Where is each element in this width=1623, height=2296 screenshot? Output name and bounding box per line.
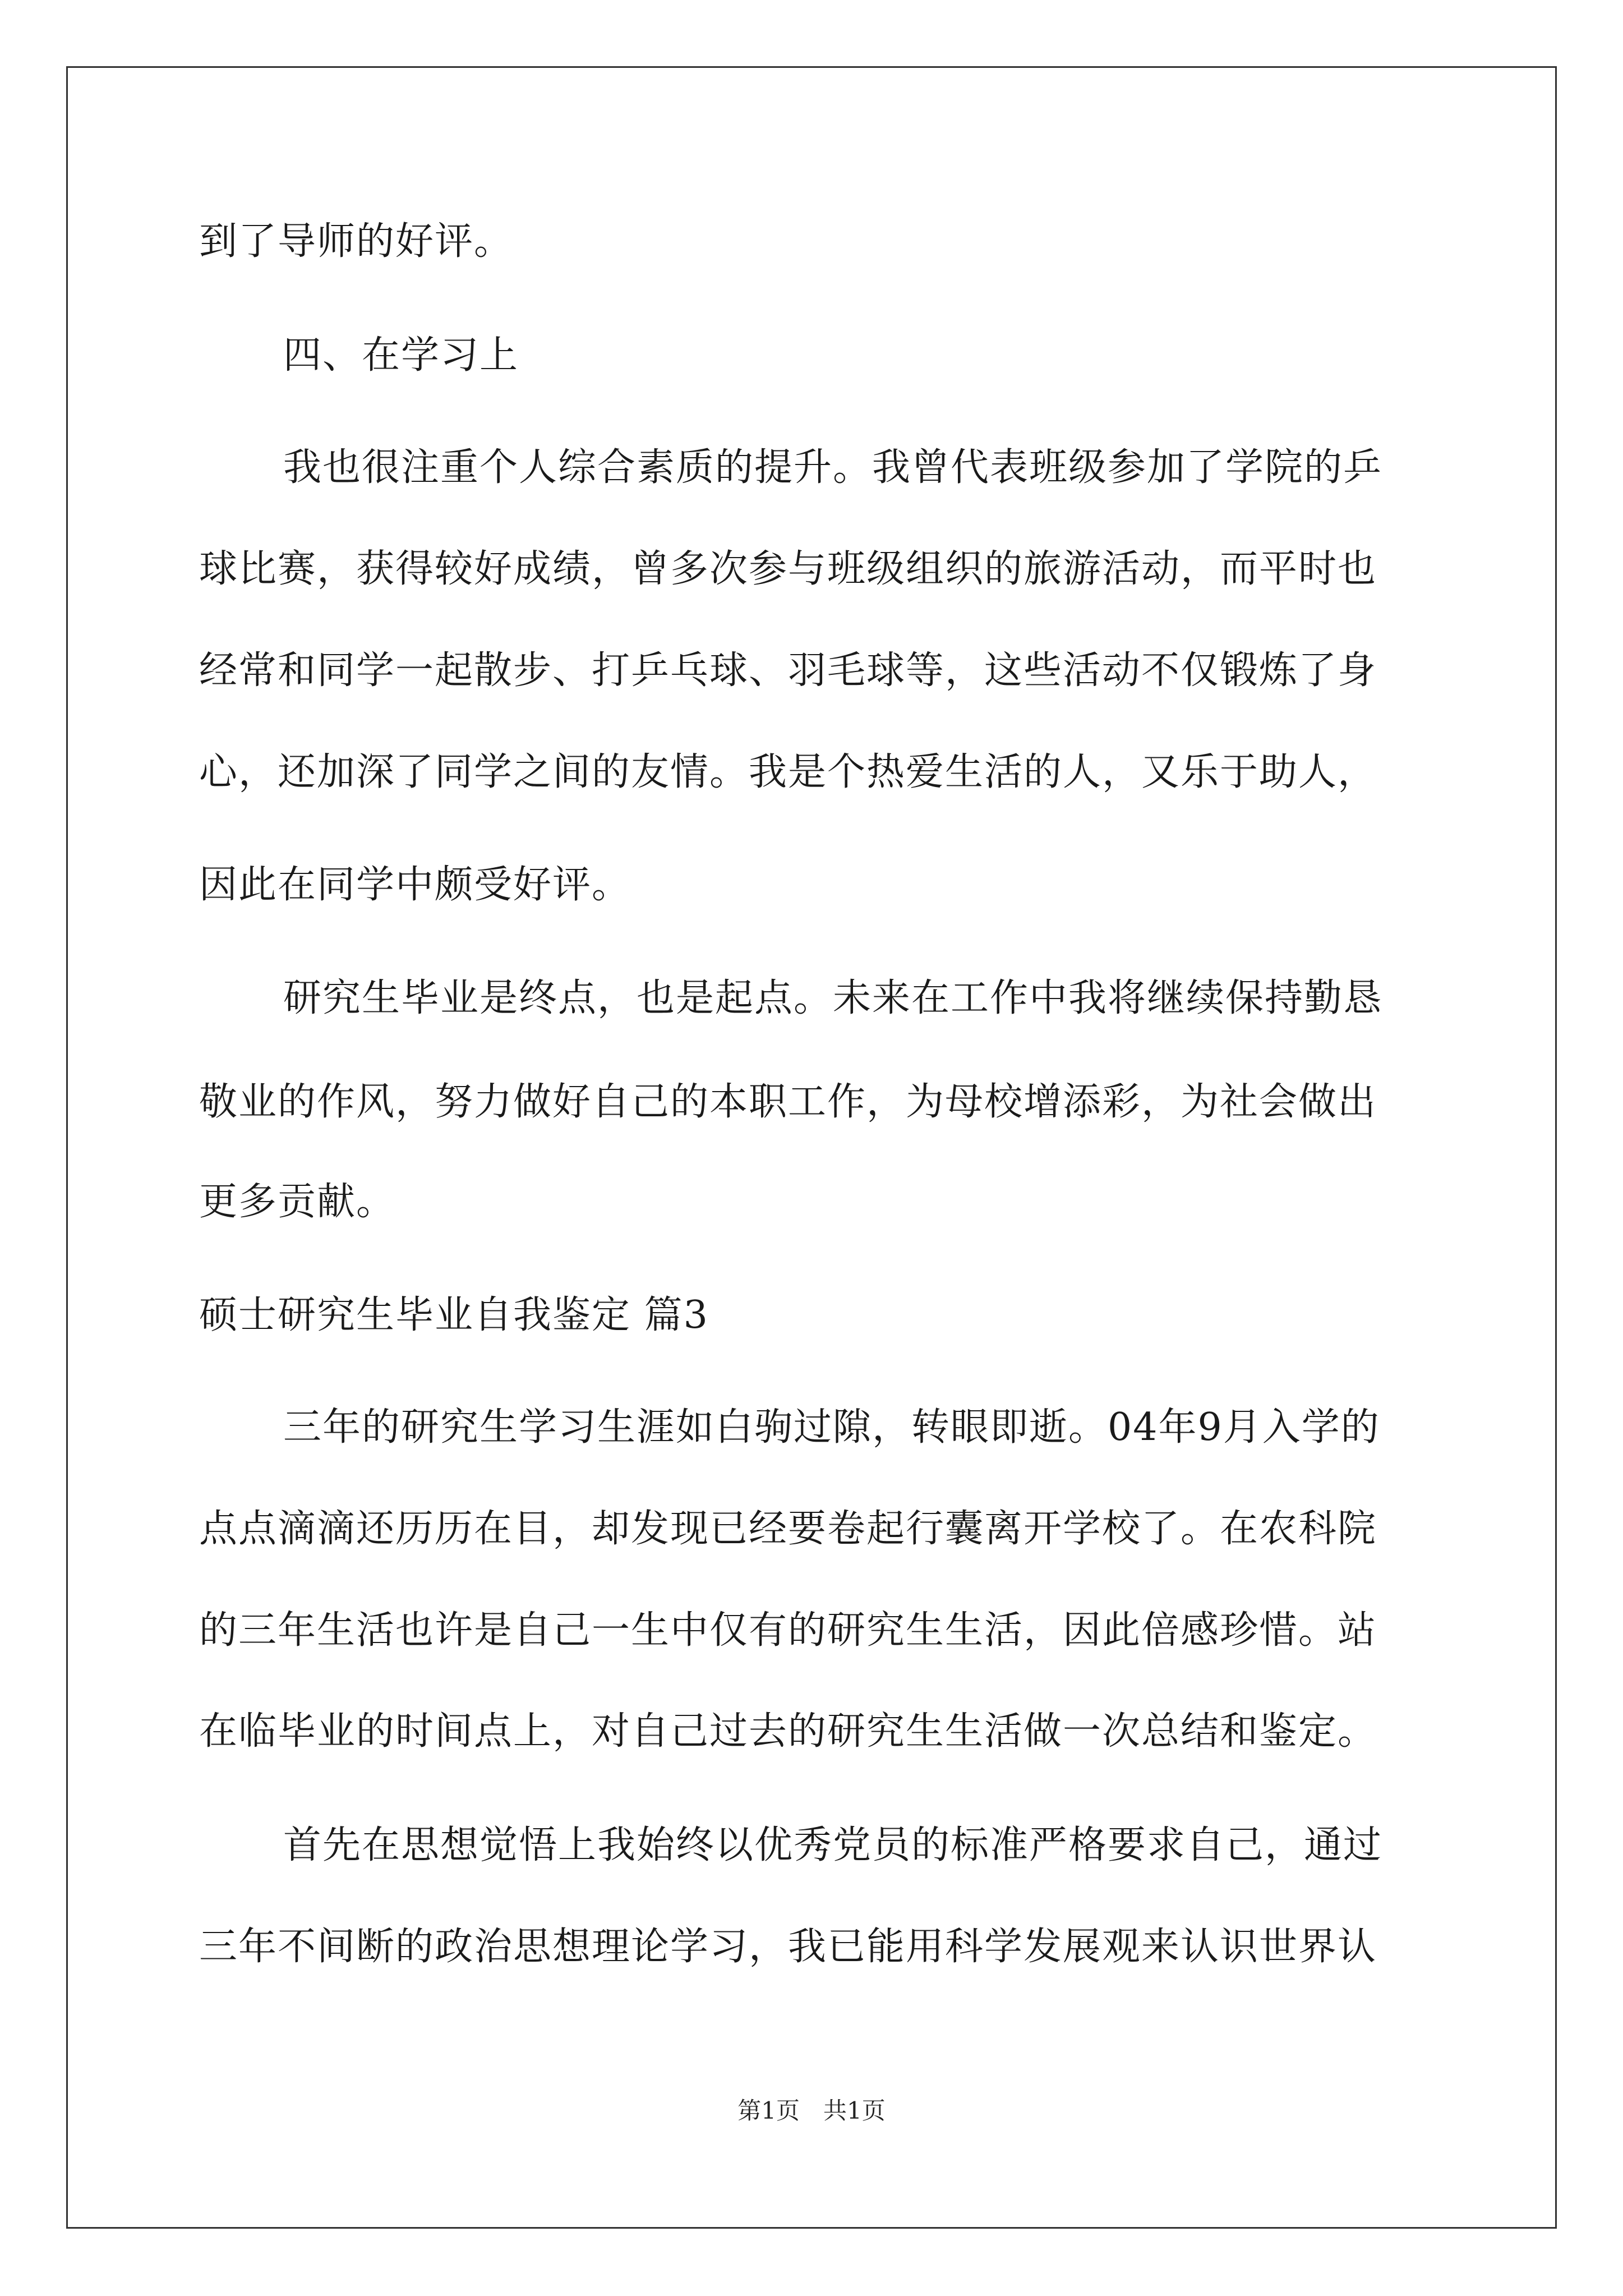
text-line: 因此在同学中颇受好评。 <box>199 863 631 907</box>
text-line: 研究生毕业是终点，也是起点。未来在工作中我将继续保持勤恳 <box>283 976 1383 1020</box>
text-line: 首先在思想觉悟上我始终以优秀党员的标准严格要求自己，通过 <box>283 1823 1383 1867</box>
text-line: 我也很注重个人综合素质的提升。我曾代表班级参加了学院的乒 <box>283 445 1383 490</box>
section-heading: 四、在学习上 <box>283 333 519 378</box>
text-line: 的三年生活也许是自己一生中仅有的研究生生活，因此倍感珍惜。站 <box>199 1608 1377 1653</box>
text-line: 到了导师的好评。 <box>199 219 514 264</box>
text-line: 点点滴滴还历历在目，却发现已经要卷起行囊离开学校了。在农科院 <box>199 1507 1377 1551</box>
text-line: 球比赛，获得较好成绩，曾多次参与班级组织的旅游活动，而平时也 <box>199 547 1377 591</box>
text-line: 心，还加深了同学之间的友情。我是个热爱生活的人，又乐于助人， <box>199 750 1377 794</box>
section-title: 硕士研究生毕业自我鉴定 篇3 <box>199 1293 709 1337</box>
text-line: 在临毕业的时间点上，对自己过去的研究生生活做一次总结和鉴定。 <box>199 1709 1377 1754</box>
text-line: 三年不间断的政治思想理论学习，我已能用科学发展观来认识世界认 <box>199 1925 1377 1969</box>
text-line: 三年的研究生学习生涯如白驹过隙，转眼即逝。04年9月入学的 <box>283 1405 1380 1450</box>
page-border <box>66 66 1557 2229</box>
text-line: 敬业的作风，努力做好自己的本职工作，为母校增添彩，为社会做出 <box>199 1080 1377 1124</box>
text-line: 经常和同学一起散步、打乒乓球、羽毛球等，这些活动不仅锻炼了身 <box>199 648 1377 693</box>
page-footer: 第1页 共1页 <box>737 2097 886 2124</box>
text-line: 更多贡献。 <box>199 1180 396 1224</box>
